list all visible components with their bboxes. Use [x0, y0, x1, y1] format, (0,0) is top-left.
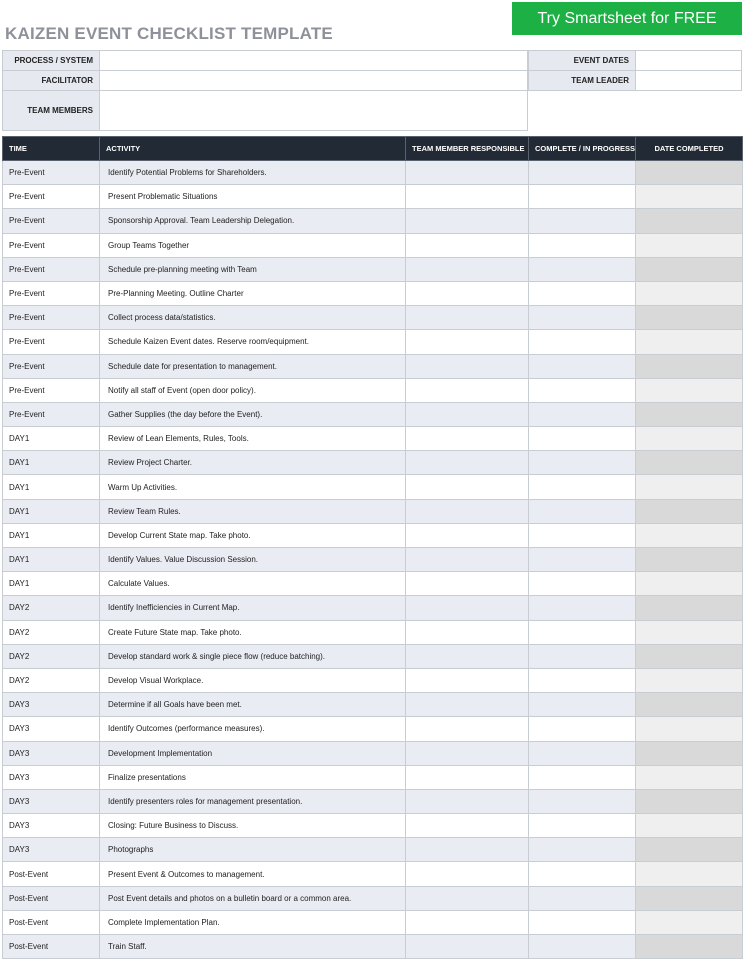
table-row — [3, 717, 743, 741]
responsible-cell[interactable] — [406, 644, 529, 668]
table-row — [3, 523, 743, 547]
time-cell: Pre-Event — [3, 257, 100, 281]
status-cell[interactable] — [529, 427, 636, 451]
event-dates-label: EVENT DATES — [528, 50, 636, 71]
activity-cell: Review Team Rules. — [100, 499, 406, 523]
status-cell[interactable] — [529, 765, 636, 789]
date-completed-cell[interactable] — [636, 741, 743, 765]
time-cell: DAY2 — [3, 620, 100, 644]
table-row — [3, 354, 743, 378]
activity-cell: Complete Implementation Plan. — [100, 910, 406, 934]
activity-cell: Closing: Future Business to Discuss. — [100, 814, 406, 838]
responsible-cell[interactable] — [406, 596, 529, 620]
responsible-cell[interactable] — [406, 523, 529, 547]
time-cell: Pre-Event — [3, 209, 100, 233]
time-cell: DAY1 — [3, 427, 100, 451]
time-cell: Pre-Event — [3, 161, 100, 185]
team-members-label: TEAM MEMBERS — [2, 90, 100, 131]
status-cell[interactable] — [529, 354, 636, 378]
status-cell[interactable] — [529, 185, 636, 209]
responsible-cell[interactable] — [406, 935, 529, 959]
page-title: KAIZEN EVENT CHECKLIST TEMPLATE — [5, 24, 333, 43]
time-cell: Pre-Event — [3, 306, 100, 330]
time-cell: Post-Event — [3, 910, 100, 934]
date-completed-cell[interactable] — [636, 596, 743, 620]
activity-cell: Identify Values. Value Discussion Session. — [100, 548, 406, 572]
responsible-cell[interactable] — [406, 427, 529, 451]
time-cell: Post-Event — [3, 935, 100, 959]
activity-cell: Identify Inefficiencies in Current Map. — [100, 596, 406, 620]
table-row — [3, 620, 743, 644]
activity-cell: Identify Outcomes (performance measures). — [100, 717, 406, 741]
activity-cell: Warm Up Activities. — [100, 475, 406, 499]
responsible-cell[interactable] — [406, 668, 529, 692]
activity-cell: Present Problematic Situations — [100, 185, 406, 209]
activity-cell: Pre-Planning Meeting. Outline Charter — [100, 281, 406, 305]
date-completed-cell[interactable] — [636, 402, 743, 426]
status-cell[interactable] — [529, 402, 636, 426]
date-completed-cell[interactable] — [636, 378, 743, 402]
activity-cell: Identify presenters roles for management presentation. — [100, 789, 406, 813]
responsible-cell[interactable] — [406, 693, 529, 717]
activity-cell: Schedule pre-planning meeting with Team — [100, 257, 406, 281]
date-completed-cell[interactable] — [636, 281, 743, 305]
responsible-cell[interactable] — [406, 910, 529, 934]
status-cell[interactable] — [529, 548, 636, 572]
checklist-table — [2, 136, 743, 959]
event-dates-field[interactable] — [635, 50, 742, 71]
table-row — [3, 596, 743, 620]
table-row — [3, 910, 743, 934]
activity-cell: Gather Supplies (the day before the Event). — [100, 402, 406, 426]
time-cell: DAY3 — [3, 741, 100, 765]
time-cell: Pre-Event — [3, 330, 100, 354]
status-cell[interactable] — [529, 644, 636, 668]
activity-cell: Notify all staff of Event (open door policy). — [100, 378, 406, 402]
date-completed-cell[interactable] — [636, 886, 743, 910]
activity-cell: Develop standard work & single piece flow (reduce batching). — [100, 644, 406, 668]
date-completed-cell[interactable] — [636, 789, 743, 813]
activity-cell: Collect process data/statistics. — [100, 306, 406, 330]
activity-cell: Determine if all Goals have been met. — [100, 693, 406, 717]
responsible-cell[interactable] — [406, 451, 529, 475]
activity-cell: Present Event & Outcomes to management. — [100, 862, 406, 886]
responsible-cell[interactable] — [406, 886, 529, 910]
time-cell: DAY3 — [3, 814, 100, 838]
status-cell[interactable] — [529, 741, 636, 765]
activity-cell: Create Future State map. Take photo. — [100, 620, 406, 644]
time-cell: Pre-Event — [3, 233, 100, 257]
time-cell: Post-Event — [3, 886, 100, 910]
time-cell: DAY3 — [3, 838, 100, 862]
activity-cell: Develop Visual Workplace. — [100, 668, 406, 692]
table-row — [3, 451, 743, 475]
date-completed-cell[interactable] — [636, 548, 743, 572]
activity-cell: Sponsorship Approval. Team Leadership Delegation. — [100, 209, 406, 233]
date-completed-cell[interactable] — [636, 499, 743, 523]
status-cell[interactable] — [529, 499, 636, 523]
responsible-cell[interactable] — [406, 572, 529, 596]
date-completed-cell[interactable] — [636, 257, 743, 281]
activity-cell: Review Project Charter. — [100, 451, 406, 475]
date-completed-cell[interactable] — [636, 668, 743, 692]
table-row — [3, 693, 743, 717]
table-row — [3, 185, 743, 209]
status-cell[interactable] — [529, 330, 636, 354]
date-completed-cell[interactable] — [636, 862, 743, 886]
responsible-cell[interactable] — [406, 330, 529, 354]
date-completed-cell[interactable] — [636, 427, 743, 451]
date-completed-cell[interactable] — [636, 693, 743, 717]
table-row — [3, 814, 743, 838]
time-cell: DAY3 — [3, 717, 100, 741]
facilitator-label: FACILITATOR — [2, 70, 100, 91]
time-cell: DAY2 — [3, 644, 100, 668]
table-row — [3, 306, 743, 330]
table-row — [3, 838, 743, 862]
date-completed-cell[interactable] — [636, 717, 743, 741]
time-cell: DAY3 — [3, 765, 100, 789]
time-cell: Pre-Event — [3, 402, 100, 426]
col-header-status: COMPLETE / IN PROGRESS — [529, 137, 636, 161]
table-row — [3, 257, 743, 281]
activity-cell: Development Implementation — [100, 741, 406, 765]
responsible-cell[interactable] — [406, 161, 529, 185]
date-completed-cell[interactable] — [636, 765, 743, 789]
responsible-cell[interactable] — [406, 257, 529, 281]
date-completed-cell[interactable] — [636, 185, 743, 209]
date-completed-cell[interactable] — [636, 354, 743, 378]
activity-cell: Post Event details and photos on a bulletin board or a common area. — [100, 886, 406, 910]
responsible-cell[interactable] — [406, 475, 529, 499]
col-header-activity: ACTIVITY — [100, 137, 406, 161]
status-cell[interactable] — [529, 378, 636, 402]
activity-cell: Develop Current State map. Take photo. — [100, 523, 406, 547]
time-cell: DAY2 — [3, 596, 100, 620]
time-cell: DAY1 — [3, 475, 100, 499]
responsible-cell[interactable] — [406, 281, 529, 305]
team-leader-label: TEAM LEADER — [528, 70, 636, 91]
table-row — [3, 233, 743, 257]
status-cell[interactable] — [529, 209, 636, 233]
status-cell[interactable] — [529, 475, 636, 499]
time-cell: DAY2 — [3, 668, 100, 692]
time-cell: Pre-Event — [3, 185, 100, 209]
table-row — [3, 789, 743, 813]
status-cell[interactable] — [529, 693, 636, 717]
time-cell: Pre-Event — [3, 281, 100, 305]
date-completed-cell[interactable] — [636, 910, 743, 934]
date-completed-cell[interactable] — [636, 161, 743, 185]
table-row — [3, 886, 743, 910]
date-completed-cell[interactable] — [636, 306, 743, 330]
responsible-cell[interactable] — [406, 814, 529, 838]
table-row — [3, 475, 743, 499]
responsible-cell[interactable] — [406, 717, 529, 741]
status-cell[interactable] — [529, 523, 636, 547]
col-header-date-completed: DATE COMPLETED — [636, 137, 743, 161]
activity-cell: Identify Potential Problems for Shareholders. — [100, 161, 406, 185]
event-info-panel — [2, 50, 742, 131]
responsible-cell[interactable] — [406, 185, 529, 209]
time-cell: DAY1 — [3, 451, 100, 475]
status-cell[interactable] — [529, 886, 636, 910]
status-cell[interactable] — [529, 451, 636, 475]
team-members-field[interactable] — [99, 90, 528, 131]
date-completed-cell[interactable] — [636, 838, 743, 862]
activity-cell: Schedule Kaizen Event dates. Reserve room/equipment. — [100, 330, 406, 354]
status-cell[interactable] — [529, 668, 636, 692]
date-completed-cell[interactable] — [636, 644, 743, 668]
time-cell: DAY3 — [3, 789, 100, 813]
facilitator-field[interactable] — [99, 70, 528, 91]
status-cell[interactable] — [529, 281, 636, 305]
table-row — [3, 402, 743, 426]
time-cell: Pre-Event — [3, 378, 100, 402]
date-completed-cell[interactable] — [636, 330, 743, 354]
table-row — [3, 209, 743, 233]
date-completed-cell[interactable] — [636, 814, 743, 838]
responsible-cell[interactable] — [406, 620, 529, 644]
status-cell[interactable] — [529, 935, 636, 959]
status-cell[interactable] — [529, 572, 636, 596]
status-cell[interactable] — [529, 596, 636, 620]
try-smartsheet-button[interactable]: Try Smartsheet for FREE — [512, 2, 742, 35]
activity-cell: Train Staff. — [100, 935, 406, 959]
date-completed-cell[interactable] — [636, 572, 743, 596]
responsible-cell[interactable] — [406, 789, 529, 813]
responsible-cell[interactable] — [406, 306, 529, 330]
process-system-label: PROCESS / SYSTEM — [2, 50, 100, 71]
status-cell[interactable] — [529, 814, 636, 838]
table-row — [3, 741, 743, 765]
time-cell: Post-Event — [3, 862, 100, 886]
table-row — [3, 668, 743, 692]
table-row — [3, 548, 743, 572]
activity-cell: Calculate Values. — [100, 572, 406, 596]
date-completed-cell[interactable] — [636, 209, 743, 233]
status-cell[interactable] — [529, 838, 636, 862]
table-header-row — [3, 137, 743, 161]
responsible-cell[interactable] — [406, 862, 529, 886]
date-completed-cell[interactable] — [636, 475, 743, 499]
col-header-responsible: TEAM MEMBER RESPONSIBLE — [406, 137, 529, 161]
table-row — [3, 281, 743, 305]
team-leader-field[interactable] — [635, 70, 742, 91]
date-completed-cell[interactable] — [636, 233, 743, 257]
date-completed-cell[interactable] — [636, 523, 743, 547]
status-cell[interactable] — [529, 620, 636, 644]
status-cell[interactable] — [529, 161, 636, 185]
table-row — [3, 427, 743, 451]
status-cell[interactable] — [529, 717, 636, 741]
responsible-cell[interactable] — [406, 378, 529, 402]
time-cell: DAY1 — [3, 572, 100, 596]
table-row — [3, 499, 743, 523]
table-row — [3, 765, 743, 789]
responsible-cell[interactable] — [406, 402, 529, 426]
responsible-cell[interactable] — [406, 548, 529, 572]
status-cell[interactable] — [529, 306, 636, 330]
responsible-cell[interactable] — [406, 233, 529, 257]
status-cell[interactable] — [529, 910, 636, 934]
time-cell: DAY1 — [3, 548, 100, 572]
time-cell: Pre-Event — [3, 354, 100, 378]
date-completed-cell[interactable] — [636, 620, 743, 644]
activity-cell: Finalize presentations — [100, 765, 406, 789]
responsible-cell[interactable] — [406, 765, 529, 789]
activity-cell: Schedule date for presentation to management. — [100, 354, 406, 378]
table-row — [3, 378, 743, 402]
table-row — [3, 161, 743, 185]
responsible-cell[interactable] — [406, 741, 529, 765]
responsible-cell[interactable] — [406, 209, 529, 233]
date-completed-cell[interactable] — [636, 935, 743, 959]
table-row — [3, 330, 743, 354]
table-row — [3, 935, 743, 959]
table-row — [3, 862, 743, 886]
responsible-cell[interactable] — [406, 354, 529, 378]
col-header-time: TIME — [3, 137, 100, 161]
status-cell[interactable] — [529, 257, 636, 281]
responsible-cell[interactable] — [406, 838, 529, 862]
table-row — [3, 644, 743, 668]
activity-cell: Review of Lean Elements, Rules, Tools. — [100, 427, 406, 451]
activity-cell: Photographs — [100, 838, 406, 862]
time-cell: DAY3 — [3, 693, 100, 717]
time-cell: DAY1 — [3, 523, 100, 547]
time-cell: DAY1 — [3, 499, 100, 523]
status-cell[interactable] — [529, 789, 636, 813]
process-system-field[interactable] — [99, 50, 528, 71]
table-row — [3, 572, 743, 596]
activity-cell: Group Teams Together — [100, 233, 406, 257]
date-completed-cell[interactable] — [636, 451, 743, 475]
status-cell[interactable] — [529, 233, 636, 257]
status-cell[interactable] — [529, 862, 636, 886]
responsible-cell[interactable] — [406, 499, 529, 523]
